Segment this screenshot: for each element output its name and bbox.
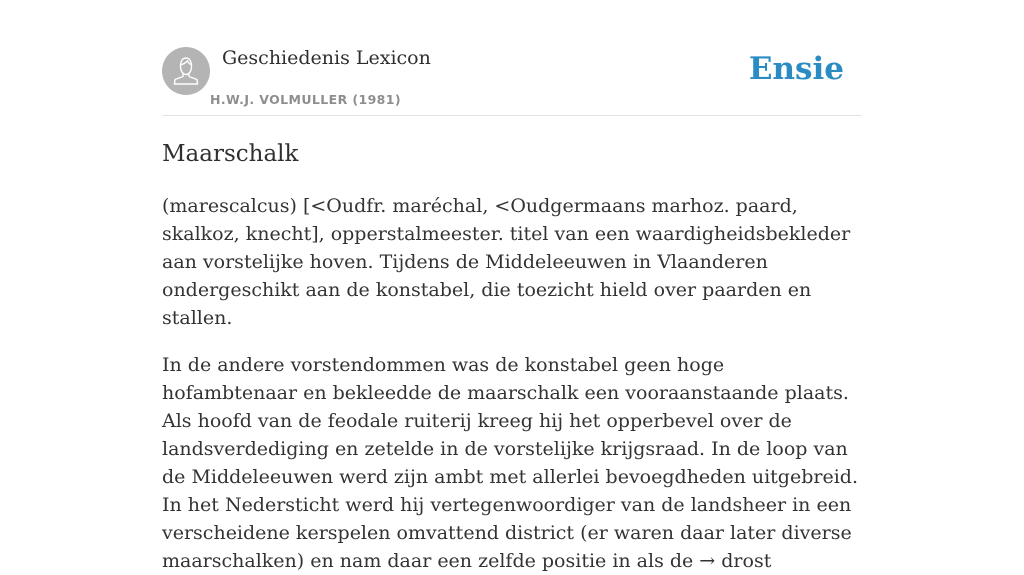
author-label[interactable]: H.W.J. VOLMULLER (1981) <box>210 92 401 107</box>
article-paragraph: (marescalcus) [<Oudfr. maréchal, <Oudgermaans marhoz. paard, skalkoz, knecht], opperstalmeester. titel van een waardigheidsbekleder aan vorstelijke hoven. Tijdens de Middeleeuwen in Vlaanderen ondergeschikt aan de konstabel, die toezicht hield over paarden en stallen. <box>162 195 851 329</box>
article <box>162 136 862 575</box>
book-title[interactable]: Geschiedenis Lexicon <box>222 47 431 69</box>
book-header <box>162 0 862 116</box>
ensie-logo[interactable]: Ensie <box>748 51 844 87</box>
person-outline-icon <box>162 47 210 95</box>
article-paragraph: In de andere vorstendommen was de konstabel geen hoge hofambtenaar en bekleedde de maarschalk een vooraanstaande plaats. Als hoofd van de feodale ruiterij kreeg hij het opperbevel over de landsverdediging en zetelde in de vorstelijke krijgsraad. In de loop van de Middeleeuwen werd zijn ambt met allerlei bevoegdheden uitgebreid. In het Nedersticht werd hij vertegenwoordiger van de landsheer in een verscheidene kerspelen omvattend district (er waren daar later diverse maarschalken) en nam daar een zelfde positie in als de → drost <box>162 354 858 572</box>
user-avatar-icon[interactable] <box>162 47 210 95</box>
article-title: Maarschalk <box>162 141 299 167</box>
